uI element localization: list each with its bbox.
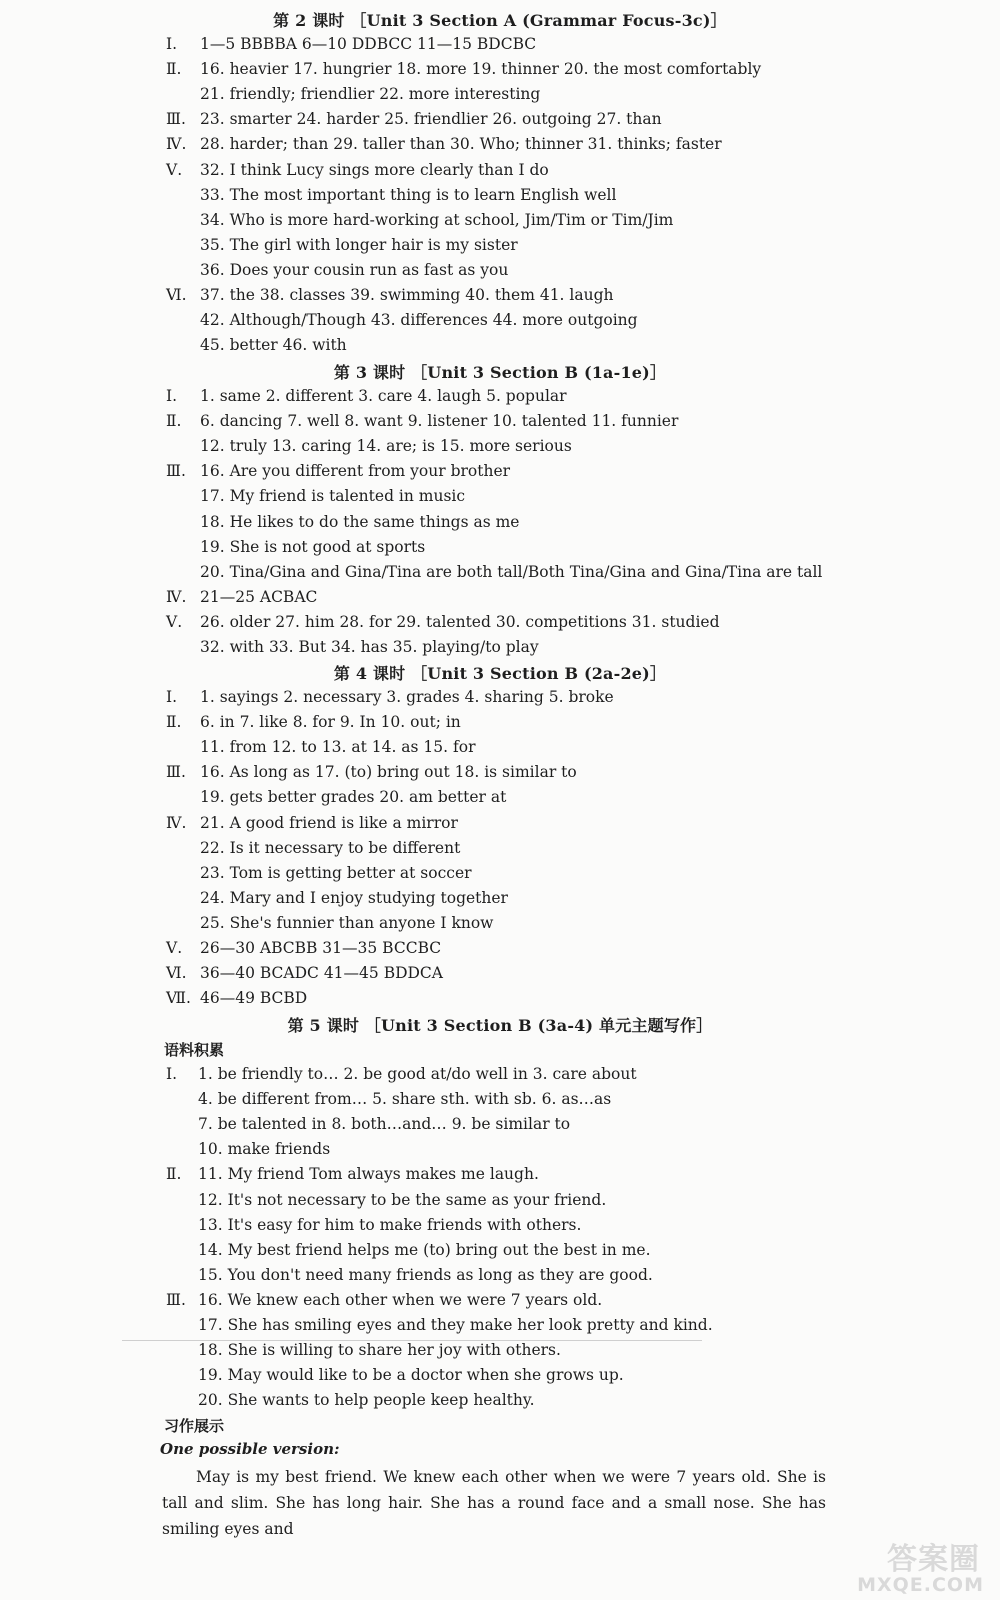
roman-numeral: Ⅰ. <box>166 387 178 405</box>
answer-row <box>0 1263 1000 1287</box>
answer-row <box>0 836 1000 860</box>
roman-numeral: Ⅵ. <box>166 964 187 983</box>
answer-text: 11. My friend Tom always makes me laugh. <box>198 1165 539 1184</box>
answer-row <box>0 434 1000 458</box>
answer-text: 34. Who is more hard-working at school, Jim/Tim or Tim/Jim <box>200 210 674 229</box>
answer-row <box>0 1288 1000 1312</box>
answer-text: 6. in 7. like 8. for 9. In 10. out; in <box>200 713 461 732</box>
answer-row <box>0 535 1000 559</box>
answer-row <box>0 1363 1000 1387</box>
answer-text: 12. truly 13. caring 14. are; is 15. more serious <box>200 437 572 456</box>
answer-text: 26. older 27. him 28. for 29. talented 30. competitions 31. studied <box>200 612 720 631</box>
answer-row <box>0 283 1000 307</box>
answer-row <box>0 811 1000 835</box>
answer-row <box>0 233 1000 257</box>
answer-row <box>0 936 1000 960</box>
answer-row <box>0 82 1000 106</box>
answer-row <box>0 685 1000 709</box>
answer-row <box>0 1087 1000 1111</box>
answer-text: 23. smarter 24. harder 25. friendlier 26. outgoing 27. than <box>200 110 662 129</box>
answer-text: 4. be different from… 5. share sth. with sb. 6. as…as <box>198 1090 612 1109</box>
roman-numeral: Ⅲ. <box>166 110 186 129</box>
answer-text: 11. from 12. to 13. at 14. as 15. for <box>200 738 476 757</box>
section-title: 第 3 课时 ［Unit 3 Section B (1a-1e)］ <box>333 363 667 382</box>
answer-row <box>0 158 1000 182</box>
roman-numeral: Ⅰ. <box>166 35 178 53</box>
answer-text: 32. with 33. But 34. has 35. playing/to play <box>200 638 539 656</box>
answer-text: 1. sayings 2. necessary 3. grades 4. sharing 5. broke <box>200 688 614 706</box>
section-title: 第 5 课时 ［Unit 3 Section B (3a-4) 单元主题写作］ <box>287 1016 713 1035</box>
paragraph-text: May is my best friend. We knew each other when we were 7 years old. She is tall and slim. She has long hair. She has a round face and a small nose. She has smiling eyes and <box>162 1468 826 1538</box>
answer-text: 45. better 46. with <box>200 336 347 355</box>
answer-row <box>0 610 1000 634</box>
answer-row <box>0 986 1000 1010</box>
answer-row <box>0 409 1000 433</box>
answer-text: 16. Are you different from your brother <box>200 462 511 481</box>
answer-text: 19. gets better grades 20. am better at <box>200 788 507 807</box>
answer-row <box>0 585 1000 609</box>
roman-numeral: Ⅰ. <box>166 1065 178 1083</box>
roman-numeral: Ⅴ. <box>166 160 183 179</box>
answer-text: 42. Although/Though 43. differences 44. more outgoing <box>200 311 638 330</box>
answer-text: 15. You don't need many friends as long as they are good. <box>198 1265 653 1284</box>
watermark-logo <box>813 1534 988 1596</box>
watermark-url: MXQE.COM <box>857 1574 984 1596</box>
answer-text: 21—25 ACBAC <box>200 587 318 606</box>
answer-text: 32. I think Lucy sings more clearly than I do <box>200 160 549 179</box>
answer-text: 12. It's not necessary to be the same as your friend. <box>198 1190 607 1209</box>
roman-numeral: Ⅴ. <box>166 612 183 631</box>
answer-row <box>0 1062 1000 1086</box>
answer-text: 25. She's funnier than anyone I know <box>200 913 494 932</box>
answer-row <box>0 32 1000 56</box>
sample-paragraph <box>162 1464 826 1542</box>
roman-numeral: Ⅱ. <box>166 60 182 79</box>
answer-row <box>0 560 1000 584</box>
answer-row <box>0 1388 1000 1412</box>
answer-text: 16. As long as 17. (to) bring out 18. is similar to <box>200 763 577 782</box>
answer-row <box>0 1238 1000 1262</box>
answer-row <box>0 183 1000 207</box>
answer-text: 22. Is it necessary to be different <box>200 838 461 857</box>
answer-text: 16. We knew each other when we were 7 years old. <box>198 1290 603 1309</box>
answer-row <box>0 459 1000 483</box>
answer-row <box>0 258 1000 282</box>
roman-numeral: Ⅳ. <box>166 587 187 606</box>
answer-row <box>0 1162 1000 1186</box>
watermark-logo-text: 答案圈 <box>887 1542 980 1577</box>
answer-text: 1—5 BBBBA 6—10 DDBCC 11—15 BDCBC <box>200 35 537 53</box>
section-title: 第 2 课时 ［Unit 3 Section A (Grammar Focus-3c)］ <box>273 11 727 30</box>
roman-numeral: Ⅲ. <box>166 462 186 481</box>
answer-text: 36—40 BCADC 41—45 BDDCA <box>200 964 443 983</box>
answer-text: 1. be friendly to… 2. be good at/do well in 3. care about <box>198 1065 637 1083</box>
answer-row <box>0 484 1000 508</box>
roman-numeral: Ⅱ. <box>166 713 182 732</box>
answer-text: 6. dancing 7. well 8. want 9. listener 10. talented 11. funnier <box>200 412 679 431</box>
answer-text: 33. The most important thing is to learn English well <box>200 185 617 204</box>
answer-text: 18. He likes to do the same things as me <box>200 512 520 531</box>
answer-text: 21. friendly; friendlier 22. more interesting <box>200 85 541 104</box>
divider-line <box>122 1340 702 1341</box>
answer-row <box>0 760 1000 784</box>
answer-row <box>0 886 1000 910</box>
answer-text: 20. She wants to help people keep healthy. <box>198 1391 535 1410</box>
section-title: 第 4 课时 ［Unit 3 Section B (2a-2e)］ <box>333 664 667 683</box>
answer-row <box>0 961 1000 985</box>
answer-row <box>0 710 1000 734</box>
answer-text: 20. Tina/Gina and Gina/Tina are both tall/Both Tina/Gina and Gina/Tina are tall <box>200 562 823 581</box>
answer-text: 14. My best friend helps me (to) bring out the best in me. <box>198 1240 651 1259</box>
answer-text: 46—49 BCBD <box>200 989 308 1008</box>
roman-numeral: Ⅲ. <box>166 1290 186 1309</box>
answer-row <box>0 1188 1000 1212</box>
roman-numeral: Ⅱ. <box>166 412 182 431</box>
answer-row <box>0 1137 1000 1161</box>
answer-row <box>0 132 1000 156</box>
answer-row <box>0 384 1000 408</box>
answer-row <box>0 1112 1000 1136</box>
writing-label: 习作展示 <box>164 1417 225 1435</box>
answer-text: 17. My friend is talented in music <box>200 487 466 506</box>
version-label: One possible version: <box>160 1440 340 1458</box>
roman-numeral: Ⅰ. <box>166 688 178 706</box>
answer-text: 13. It's easy for him to make friends with others. <box>198 1215 582 1234</box>
answer-text: 18. She is willing to share her joy with others. <box>198 1341 561 1360</box>
answer-text: 17. She has smiling eyes and they make her look pretty and kind. <box>198 1316 713 1334</box>
corpus-label: 语料积累 <box>164 1041 225 1059</box>
answer-row <box>0 208 1000 232</box>
answer-text: 24. Mary and I enjoy studying together <box>200 888 508 907</box>
answer-text: 16. heavier 17. hungrier 18. more 19. thinner 20. the most comfortably <box>200 60 762 79</box>
answer-row <box>0 1338 1000 1362</box>
roman-numeral: Ⅵ. <box>166 286 187 304</box>
answer-row <box>0 911 1000 935</box>
answer-row <box>0 861 1000 885</box>
answer-row <box>0 1213 1000 1237</box>
answer-row <box>0 57 1000 81</box>
answer-row <box>0 510 1000 534</box>
answer-text: 35. The girl with longer hair is my sister <box>200 235 518 254</box>
roman-numeral: Ⅲ. <box>166 763 186 782</box>
roman-numeral: Ⅳ. <box>166 813 187 832</box>
roman-numeral: Ⅳ. <box>166 135 187 154</box>
roman-numeral: Ⅴ. <box>166 939 183 957</box>
answer-row <box>0 308 1000 332</box>
answer-text: 21. A good friend is like a mirror <box>200 813 458 832</box>
roman-numeral: Ⅱ. <box>166 1165 182 1184</box>
answer-text: 19. May would like to be a doctor when she grows up. <box>198 1366 624 1385</box>
answer-text: 28. harder; than 29. taller than 30. Who; thinner 31. thinks; faster <box>200 135 722 154</box>
answer-text: 37. the 38. classes 39. swimming 40. them 41. laugh <box>200 286 614 304</box>
answer-row <box>0 1313 1000 1337</box>
answer-text: 10. make friends <box>198 1140 331 1159</box>
answer-text: 19. She is not good at sports <box>200 537 426 556</box>
answer-row <box>0 635 1000 659</box>
answer-text: 7. be talented in 8. both…and… 9. be similar to <box>198 1115 571 1134</box>
roman-numeral: Ⅶ. <box>166 989 191 1008</box>
answer-row <box>0 735 1000 759</box>
answer-text: 1. same 2. different 3. care 4. laugh 5. popular <box>200 387 567 405</box>
answer-text: 26—30 ABCBB 31—35 BCCBC <box>200 939 442 957</box>
answer-row <box>0 785 1000 809</box>
answer-row <box>0 107 1000 131</box>
answer-text: 36. Does your cousin run as fast as you <box>200 260 509 279</box>
answer-row <box>0 333 1000 357</box>
answer-text: 23. Tom is getting better at soccer <box>200 863 472 882</box>
